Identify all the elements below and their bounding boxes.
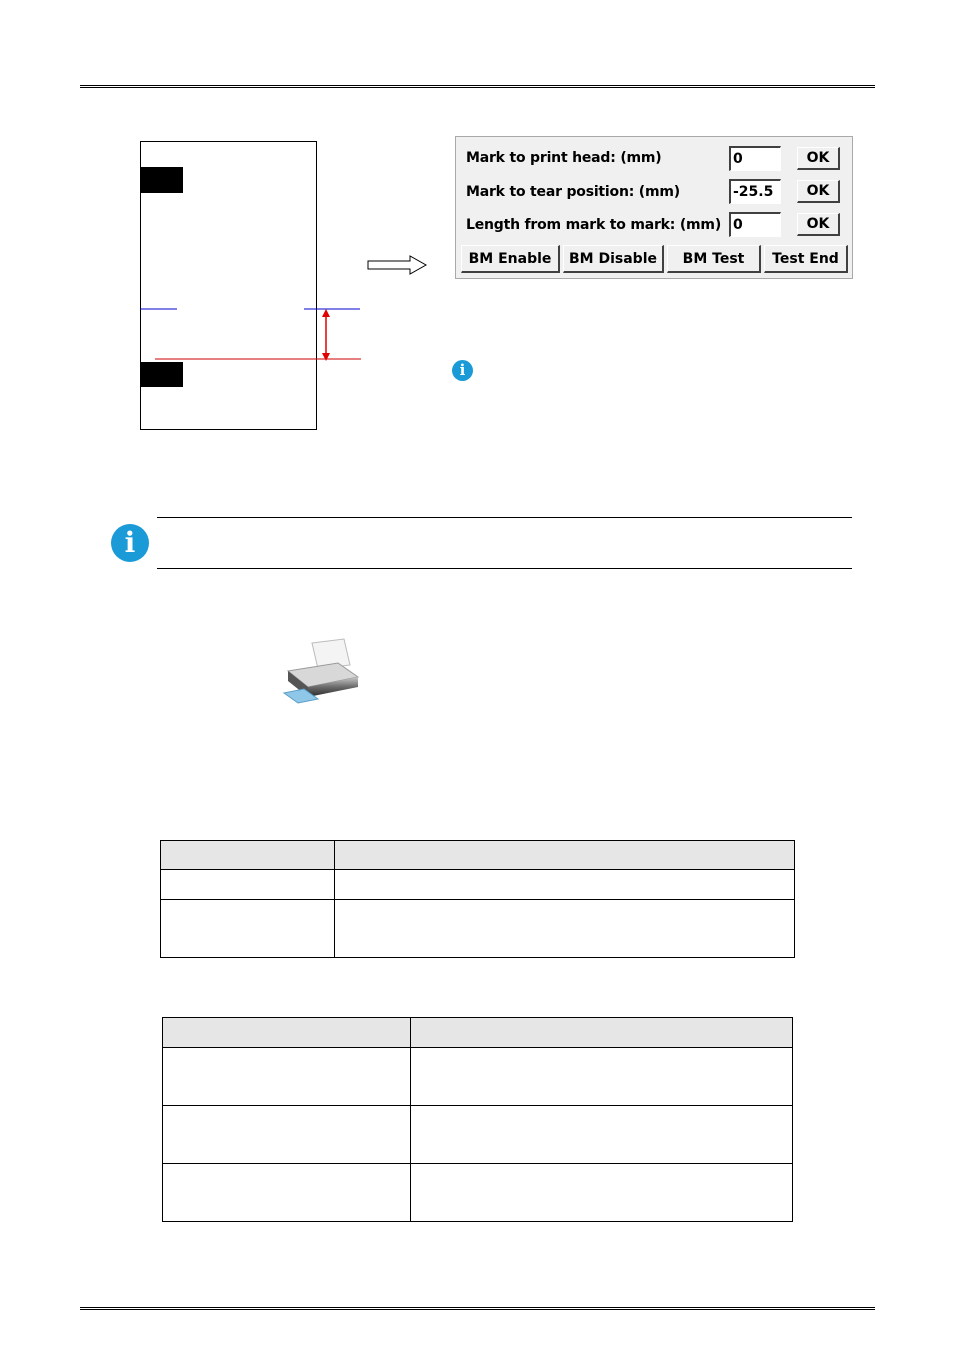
- table-1: [160, 840, 795, 958]
- table-row: [163, 1106, 793, 1164]
- table-header-cell: [411, 1018, 793, 1048]
- table-header-row: [163, 1018, 793, 1048]
- test-end-button[interactable]: Test End: [764, 245, 848, 273]
- mark-to-tear-position-ok-button[interactable]: OK: [797, 180, 840, 203]
- table-cell: [411, 1164, 793, 1222]
- table-cell: [335, 870, 795, 900]
- table-cell: [161, 900, 335, 958]
- table-cell: [161, 870, 335, 900]
- mark-to-print-head-input[interactable]: [729, 146, 781, 171]
- mark-to-print-head-label: Mark to print head: (mm): [466, 150, 662, 166]
- table-row: [163, 1164, 793, 1222]
- bm-test-button[interactable]: BM Test: [667, 245, 761, 273]
- table-header-cell: [163, 1018, 411, 1048]
- table-header-row: [161, 841, 795, 870]
- bm-enable-button[interactable]: BM Enable: [461, 245, 560, 273]
- table-cell: [163, 1164, 411, 1222]
- note-rule-bottom: [157, 568, 852, 569]
- length-mark-to-mark-input[interactable]: [729, 212, 781, 237]
- black-mark-settings-dialog: [455, 136, 853, 279]
- distance-arrow-down-head: [322, 353, 330, 361]
- table-cell: [411, 1106, 793, 1164]
- table-row: [163, 1048, 793, 1106]
- table-cell: [163, 1048, 411, 1106]
- bm-disable-button[interactable]: BM Disable: [563, 245, 664, 273]
- table-cell: [163, 1106, 411, 1164]
- footer-rule: [80, 1307, 875, 1310]
- paper-diagram: [140, 141, 317, 430]
- table-row: [161, 900, 795, 958]
- distance-arrow-up-head: [322, 309, 330, 317]
- info-icon: i: [452, 360, 473, 381]
- header-rule: [80, 85, 875, 88]
- printer-icon: [278, 637, 360, 705]
- note-rule-top: [157, 517, 852, 518]
- right-arrow-icon: [366, 255, 430, 275]
- table-2: [162, 1017, 793, 1222]
- table-header-cell: [335, 841, 795, 870]
- info-icon: i: [111, 524, 149, 562]
- mark-to-tear-position-label: Mark to tear position: (mm): [466, 184, 680, 200]
- mark-to-print-head-ok-button[interactable]: OK: [797, 147, 840, 170]
- table-row: [161, 870, 795, 900]
- table-cell: [335, 900, 795, 958]
- table-cell: [411, 1048, 793, 1106]
- mark-to-tear-position-input[interactable]: [729, 179, 781, 204]
- length-mark-to-mark-label: Length from mark to mark: (mm): [466, 217, 722, 233]
- black-mark-top: [141, 167, 183, 193]
- table-header-cell: [161, 841, 335, 870]
- length-mark-to-mark-ok-button[interactable]: OK: [797, 213, 840, 236]
- measurement-lines: [130, 295, 370, 375]
